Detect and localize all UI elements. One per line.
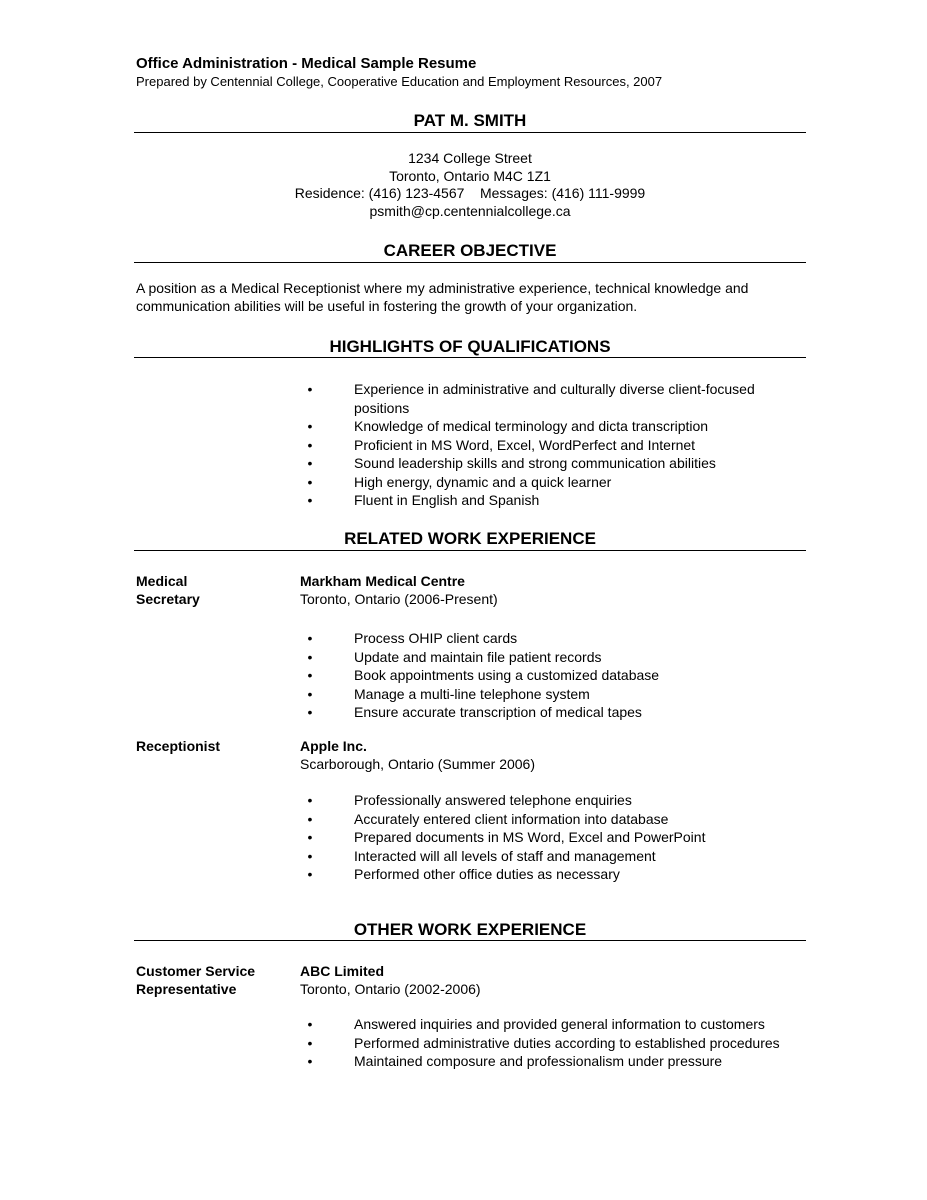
employer-location: Toronto, Ontario (2002-2006) xyxy=(300,981,481,997)
list-item xyxy=(300,417,810,436)
list-item xyxy=(300,436,810,455)
other-experience-heading: OTHER WORK EXPERIENCE xyxy=(353,920,587,939)
list-item-text: Performed administrative duties according to established procedures xyxy=(354,1034,780,1051)
career-objective-heading: CAREER OBJECTIVE xyxy=(383,241,557,260)
job-role: Receptionist xyxy=(136,738,221,754)
list-item xyxy=(300,1034,810,1053)
bullet-icon: • xyxy=(307,436,313,453)
job-duties-list xyxy=(300,629,810,722)
bullet-icon: • xyxy=(307,473,313,490)
list-item xyxy=(300,810,810,829)
employer-location: Toronto, Ontario (2006-Present) xyxy=(300,591,498,607)
bullet-icon: • xyxy=(307,829,313,845)
bullet-icon: • xyxy=(307,1016,313,1032)
divider xyxy=(134,940,806,941)
list-item xyxy=(300,473,810,492)
bullet-icon: • xyxy=(307,685,313,702)
list-item xyxy=(300,666,810,685)
contact-block xyxy=(134,150,806,220)
phone-numbers: Residence: (416) 123-4567 Messages: (416) 111-9999 xyxy=(294,185,646,201)
job-employer-block xyxy=(300,737,535,773)
related-experience-heading: RELATED WORK EXPERIENCE xyxy=(344,529,596,548)
list-item xyxy=(300,380,810,417)
list-item-text: Process OHIP client cards xyxy=(354,630,518,646)
employer-name: Apple Inc. xyxy=(300,738,367,754)
list-item xyxy=(300,491,810,510)
list-item-text: Experience in administrative and culturally diverse client-focused positions xyxy=(354,381,755,416)
bullet-icon: • xyxy=(307,630,313,646)
document-subtitle: Prepared by Centennial College, Cooperative Education and Employment Resources, 2007 xyxy=(136,74,663,89)
list-item-text: Proficient in MS Word, Excel, WordPerfect and Internet xyxy=(354,436,696,453)
divider xyxy=(134,262,806,263)
applicant-name: PAT M. SMITH xyxy=(413,111,527,130)
list-item xyxy=(300,1015,810,1034)
employer-location: Scarborough, Ontario (Summer 2006) xyxy=(300,756,535,772)
job-duties-list xyxy=(300,791,810,884)
divider xyxy=(134,550,806,551)
list-item xyxy=(300,703,810,722)
list-item-text: Sound leadership skills and strong communication abilities xyxy=(354,455,716,471)
list-item-text: Manage a multi-line telephone system xyxy=(354,685,590,702)
divider xyxy=(134,357,806,358)
divider xyxy=(134,132,806,133)
list-item xyxy=(300,865,810,884)
address-line-2: Toronto, Ontario M4C 1Z1 xyxy=(389,167,551,184)
career-objective-text: A position as a Medical Receptionist where my administrative experience, technical knowledge and communication abilities will be useful in fostering the growth of your organization. xyxy=(136,280,749,314)
list-item xyxy=(300,629,810,648)
bullet-icon: • xyxy=(307,810,313,827)
address-line-1: 1234 College Street xyxy=(408,150,532,166)
list-item-text: Fluent in English and Spanish xyxy=(354,492,540,508)
bullet-icon: • xyxy=(307,792,313,808)
bullet-icon: • xyxy=(307,418,313,434)
bullet-icon: • xyxy=(307,381,313,397)
list-item xyxy=(300,454,810,473)
list-item-text: Performed other office duties as necessary xyxy=(354,866,620,882)
list-item xyxy=(300,828,810,847)
highlights-heading: HIGHLIGHTS OF QUALIFICATIONS xyxy=(329,337,611,356)
employer-name: ABC Limited xyxy=(300,963,384,979)
bullet-icon: • xyxy=(307,648,313,665)
list-item-text: Ensure accurate transcription of medical tapes xyxy=(354,704,642,720)
employer-name: Markham Medical Centre xyxy=(300,573,465,589)
list-item xyxy=(300,791,810,810)
bullet-icon: • xyxy=(307,866,313,882)
bullet-icon: • xyxy=(307,455,313,471)
list-item xyxy=(300,1052,810,1071)
job-employer-block xyxy=(300,572,498,608)
job-role: Customer Service Representative xyxy=(136,963,256,997)
list-item-text: Maintained composure and professionalism under pressure xyxy=(354,1053,723,1069)
job-role: Medical Secretary xyxy=(136,573,200,607)
bullet-icon: • xyxy=(307,847,313,864)
document-title: Office Administration - Medical Sample Resume xyxy=(136,55,477,72)
list-item-text: Prepared documents in MS Word, Excel and PowerPoint xyxy=(354,829,706,845)
list-item-text: Accurately entered client information into database xyxy=(354,810,669,827)
list-item xyxy=(300,685,810,704)
email-address: psmith@cp.centennialcollege.ca xyxy=(369,202,571,219)
list-item-text: Update and maintain file patient records xyxy=(354,648,602,665)
list-item xyxy=(300,648,810,667)
list-item-text: Knowledge of medical terminology and dicta transcription xyxy=(354,418,709,434)
list-item-text: Book appointments using a customized database xyxy=(354,667,660,683)
list-item-text: High energy, dynamic and a quick learner xyxy=(354,473,612,490)
list-item-text: Interacted will all levels of staff and management xyxy=(354,847,656,864)
list-item-text: Professionally answered telephone enquiries xyxy=(354,792,632,808)
bullet-icon: • xyxy=(307,1034,313,1051)
list-item xyxy=(300,847,810,866)
bullet-icon: • xyxy=(307,667,313,683)
job-duties-list xyxy=(300,1015,810,1071)
bullet-icon: • xyxy=(307,492,313,508)
job-employer-block xyxy=(300,962,481,998)
bullet-icon: • xyxy=(307,1053,313,1069)
list-item-text: Answered inquiries and provided general information to customers xyxy=(354,1016,765,1032)
bullet-icon: • xyxy=(307,704,313,720)
highlights-list xyxy=(300,380,810,510)
